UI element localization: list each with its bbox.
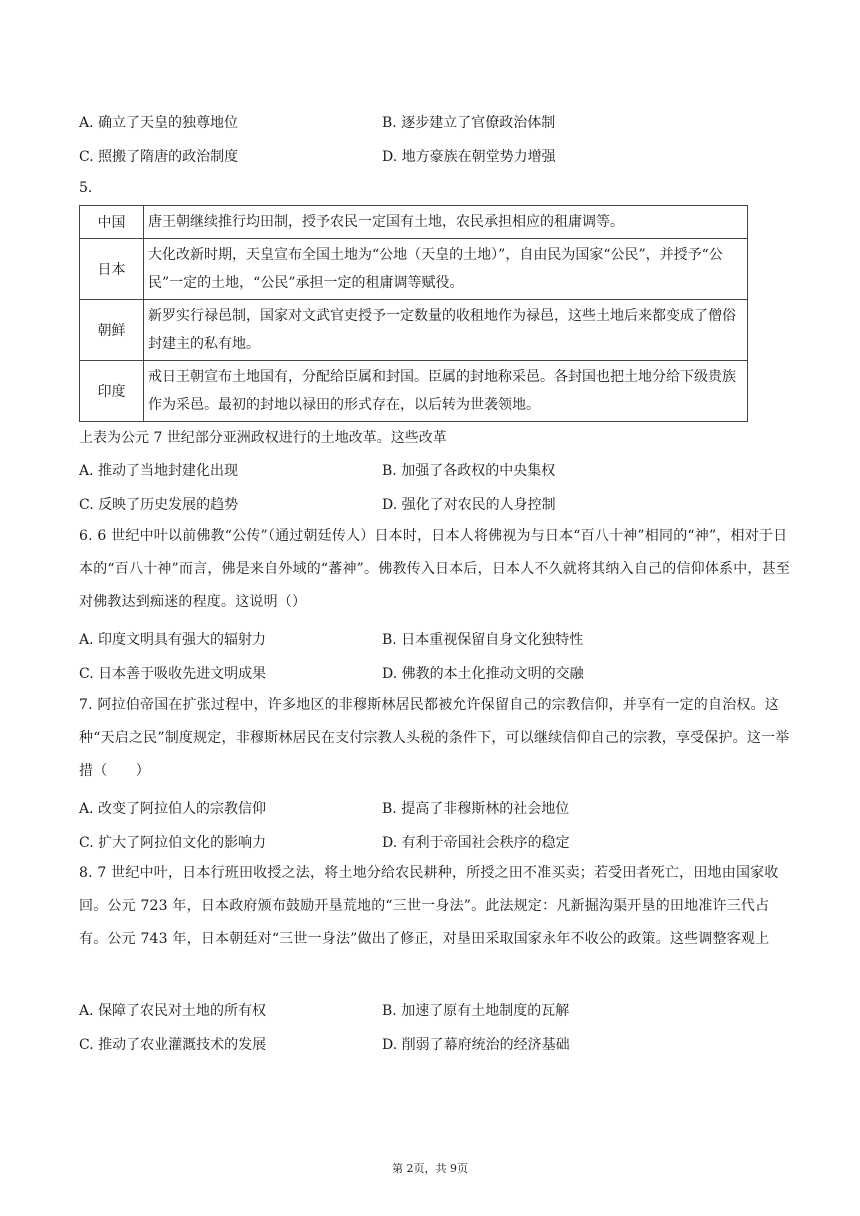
q8-option-d[interactable]: D. 削弱了幕府统治的经济基础 [382,1037,570,1053]
q4-options-row-1 [79,112,799,134]
q5-option-c[interactable]: C. 反映了历史发展的趋势 [79,497,239,513]
land-reform-table [79,205,748,422]
q5-options-row-2 [79,494,799,516]
page-footer: 第 2页，共 9页 [392,1162,468,1175]
table-country-cell: 中国 [80,206,144,239]
q4-options-row-2 [79,146,799,168]
q6-stem: 6. 6 世纪中叶以前佛教“公传”（通过朝廷传人）日本时，日本人将佛视为与日本“百八十神”相同的“神”，相对于日本的“百八十神”而言，佛是来自外域的“蕃神”。佛教传入日本后，日本人不久就将其纳入自己的信仰体系中，甚至对佛教达到痴迷的程度。这说明（） [79,528,791,610]
q5-option-b[interactable]: B. 加强了各政权的中央集权 [382,463,556,479]
q5-option-a[interactable]: A. 推动了当地封建化出现 [79,463,239,479]
table-text-cell: 新罗实行禄邑制，国家对文武官吏授予一定数量的收租地作为禄邑，这些土地后来都变成了僧俗封建主的私有地。 [144,300,748,361]
q8-option-b[interactable]: B. 加速了原有土地制度的瓦解 [382,1003,570,1019]
q4-option-a[interactable]: A. 确立了天皇的独尊地位 [79,115,239,131]
q6-option-b[interactable]: B. 日本重视保留自身文化独特性 [382,632,584,648]
table-country-cell: 印度 [80,361,144,422]
table-country-cell: 日本 [80,239,144,300]
table-country-cell: 朝鲜 [80,300,144,361]
q7-option-b[interactable]: B. 提高了非穆斯林的社会地位 [382,801,570,817]
q5-option-d[interactable]: D. 强化了对农民的人身控制 [382,497,556,513]
q5-number: 5. [79,180,93,196]
table-row [80,300,748,361]
table-text-cell: 唐王朝继续推行均田制，授予农民一定国有土地，农民承担相应的租庸调等。 [144,206,748,239]
q4-option-b[interactable]: B. 逐步建立了官僚政治体制 [382,115,556,131]
q6-options-row-2 [79,663,799,685]
q8-option-a[interactable]: A. 保障了农民对土地的所有权 [79,1003,267,1019]
q7-option-d[interactable]: D. 有利于帝国社会秩序的稳定 [382,835,570,851]
table-row [80,361,748,422]
q5-options-row-1 [79,460,799,482]
q7-stem: 7. 阿拉伯帝国在扩张过程中，许多地区的非穆斯林居民都被允许保留自己的宗教信仰，并享有一定的自治权。这种“天启之民”制度规定，非穆斯林居民在支付宗教人头税的条件下，可以继续信仰自己的宗教，享受保护。这一举措（ ） [79,697,790,779]
q4-option-c[interactable]: C. 照搬了隋唐的政治制度 [79,149,239,165]
table-text-cell: 戒日王朝宣布土地国有，分配给臣属和封国。臣属的封地称采邑。各封国也把土地分给下级贵族作为采邑。最初的封地以禄田的形式存在，以后转为世袭领地。 [144,361,748,422]
q8-option-c[interactable]: C. 推动了农业灌溉技术的发展 [79,1037,267,1053]
table-row [80,239,748,300]
q7-options-row-2 [79,832,799,854]
q8-stem: 8. 7 世纪中叶，日本行班田收授之法，将土地分给农民耕种，所授之田不准买卖；若受田者死亡，田地由国家收回。公元 723 年，日本政府颁布鼓励开垦荒地的“三世一身法”。此法规定：凡新掘沟渠开垦的田地准许三代占有。公元 743 年，日本朝廷对“三世一身法”做出了修正，对垦田采取国家永年不收公的政策。这些调整客观上 [79,865,779,947]
q7-options-row-1 [79,798,799,820]
q8-options-row-1 [79,1000,799,1022]
q6-option-d[interactable]: D. 佛教的本土化推动文明的交融 [382,666,584,682]
table-row [80,206,748,239]
q8-options-row-2 [79,1034,799,1056]
table-text-cell: 大化改新时期，天皇宣布全国土地为“公地（天皇的土地）”，自由民为国家“公民”，并授予“公民”一定的土地，“公民”承担一定的租庸调等赋役。 [144,239,748,300]
q4-option-d[interactable]: D. 地方豪族在朝堂势力增强 [382,149,556,165]
q7-option-a[interactable]: A. 改变了阿拉伯人的宗教信仰 [79,801,267,817]
q5-stem: 上表为公元 7 世纪部分亚洲政权进行的土地改革。这些改革 [79,430,447,446]
q6-option-a[interactable]: A. 印度文明具有强大的辐射力 [79,632,267,648]
q6-options-row-1 [79,629,799,651]
q6-option-c[interactable]: C. 日本善于吸收先进文明成果 [79,666,267,682]
q7-option-c[interactable]: C. 扩大了阿拉伯文化的影响力 [79,835,267,851]
